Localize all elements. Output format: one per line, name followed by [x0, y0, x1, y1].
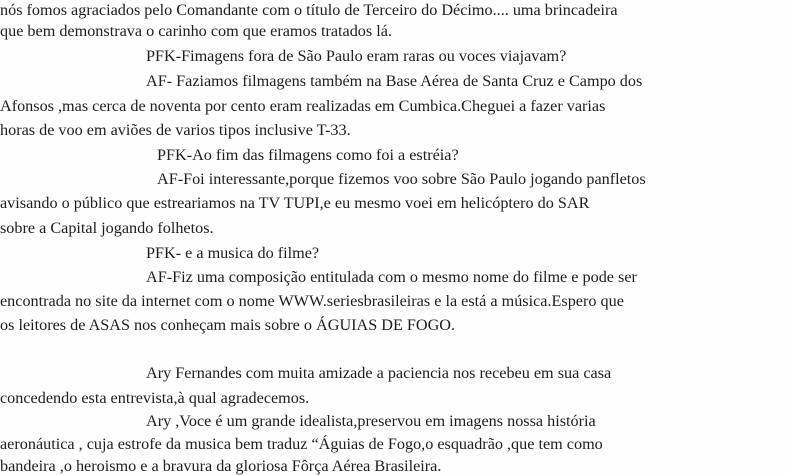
text-line: horas de voo em aviões de varios tipos inclusive T-33.: [0, 121, 351, 139]
text-line: sobre a Capital jogando folhetos.: [0, 219, 214, 237]
text-line: Afonsos ,mas cerca de noventa por cento eram realizadas em Cumbica.Cheguei a fazer varias: [0, 97, 606, 115]
text-line: AF- Faziamos filmagens também na Base Aérea de Santa Cruz e Campo dos: [146, 72, 643, 90]
text-line: AF-Foi interessante,porque fizemos voo sobre São Paulo jogando panfletos: [157, 170, 646, 188]
text-line: bandeira ,o heroismo e a bravura da gloriosa Fôrça Aérea Brasileira.: [0, 457, 442, 475]
text-line: avisando o público que estreariamos na TV TUPI,e eu mesmo voei em helicóptero do SAR: [0, 194, 590, 212]
text-line: encontrada no site da internet com o nome WWW.seriesbrasileiras e la está a música.Espero que: [0, 292, 624, 310]
text-line: PFK-Fimagens fora de São Paulo eram raras ou voces viajavam?: [146, 47, 567, 65]
text-line: os leitores de ASAS nos conheçam mais sobre o ÁGUIAS DE FOGO.: [0, 316, 456, 334]
text-line: aeronáutica , cuja estrofe da musica bem traduz “Águias de Fogo,o esquadrão ,que tem como: [0, 435, 603, 453]
text-line: nós fomos agraciados pelo Comandante com o título de Terceiro do Décimo.... uma brincadeira: [0, 1, 618, 19]
text-line: que bem demonstrava o carinho com que eramos tratados lá.: [0, 22, 392, 40]
text-line: Ary ,Voce é um grande idealista,preservou em imagens nossa história: [146, 412, 596, 430]
text-line: Ary Fernandes com muita amizade a paciencia nos recebeu em sua casa: [146, 364, 612, 382]
text-line: AF-Fiz uma composição entitulada com o mesmo nome do filme e pode ser: [146, 268, 637, 286]
text-line: PFK- e a musica do filme?: [146, 244, 320, 262]
text-line: concedendo esta entrevista,à qual agradecemos.: [0, 389, 310, 407]
text-line: PFK-Ao fim das filmagens como foi a estréia?: [157, 146, 459, 164]
